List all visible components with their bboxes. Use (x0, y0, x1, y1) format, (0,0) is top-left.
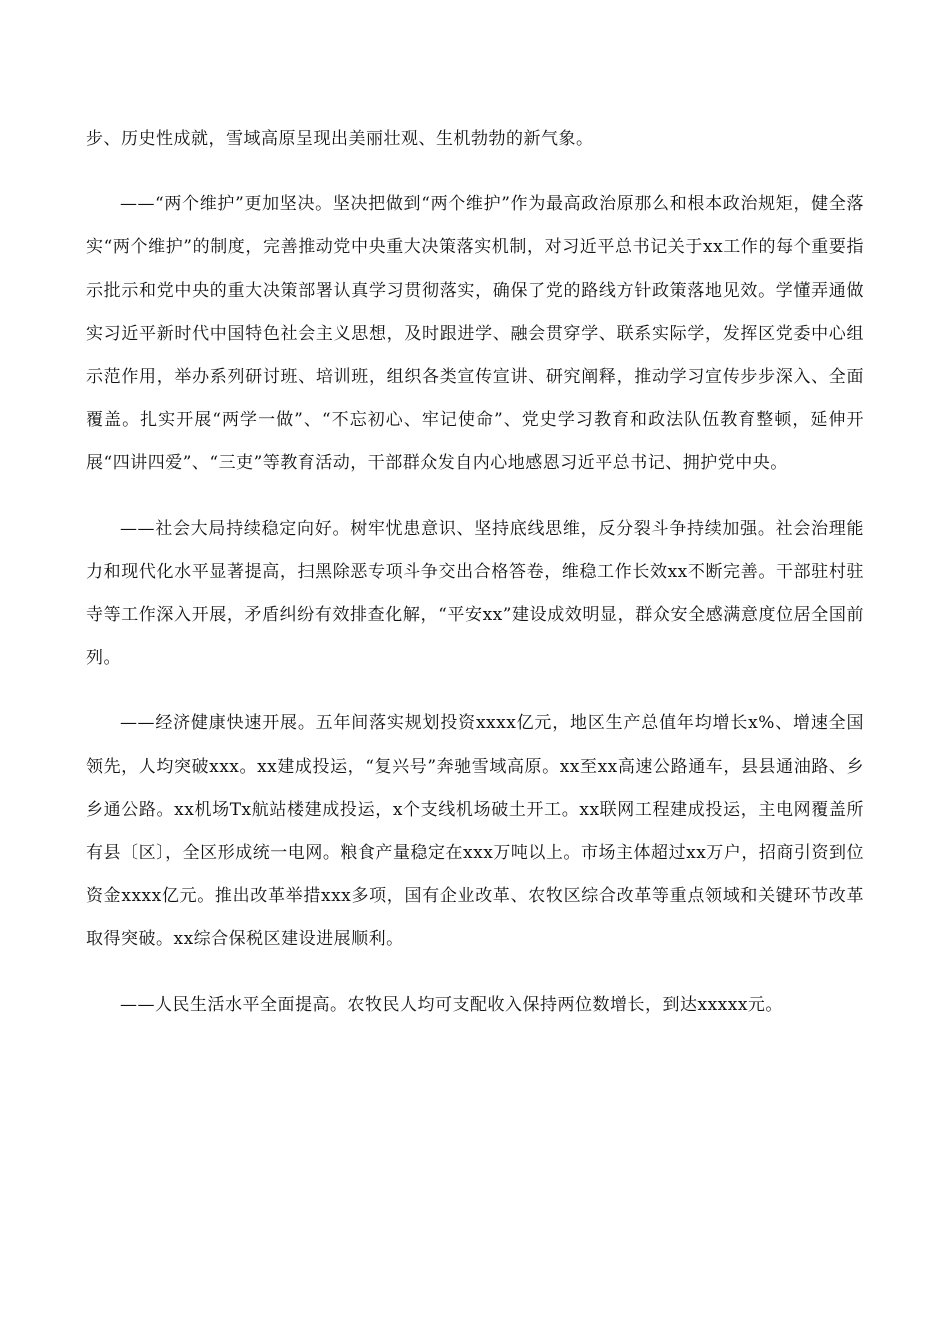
paragraph-living-standards: ——人民生活水平全面提高。农牧民人均可支配收入保持两位数增长，到达xxxxx元。 (120, 994, 783, 1015)
paragraph-achievements-continued: 步、历史性成就，雪域高原呈现出美丽壮观、生机勃勃的新气象。 (86, 129, 594, 149)
paragraph-two-safeguards: ——“两个维护”更加坚决。坚决把做到“两个维护”作为最高政治原那么和根本政治规矩，健全落实“两个维护”的制度，完善推动党中央重大决策落实机制，对习近平总书记关于xx工作的每个重要指示批示和党中央的重大决策部署认真学习贯彻落实，确保了党的路线方针政策落地见效。学懂弄通做实习近平新时代中国特色社会主义思想，及时跟进学、融会贯穿学、联系实际学，发挥区党委中心组示范作用，举办系列研讨班、培训班，组织各类宣传宣讲、研究阐释，推动学习宣传步步深入、全面覆盖。扎实开展“两学一做”、“不忘初心、牢记使命”、党史学习教育和政法队伍教育整顿，延伸开展“四讲四爱”、“三吏”等教育活动，干部群众发自内心地感恩习近平总书记、拥护党中央。 (86, 194, 864, 474)
paragraph-economic-development: ——经济健康快速开展。五年间落实规划投资xxxx亿元，地区生产总值年均增长x%、增速全国领先，人均突破xxx。xx建成投运，“复兴号”奔驰雪域高原。xx至xx高速公路通车，县县通油路、乡乡通公路。xx机场Tx航站楼建成投运，x个支线机场破土开工。xx联网工程建成投运，主电网覆盖所有县〔区〕，全区形成统一电网。粮食产量稳定在xxx万吨以上。市场主体超过xx万户，招商引资到位资金xxxx亿元。推出改革举措xxx多项，国有企业改革、农牧区综合改革等重点领域和关键环节改革取得突破。xx综合保税区建设进展顺利。 (86, 713, 864, 950)
paragraph-social-stability: ——社会大局持续稳定向好。树牢忧患意识、坚持底线思维，反分裂斗争持续加强。社会治理能力和现代化水平显著提高，扫黑除恶专项斗争交出合格答卷，维稳工作长效xx不断完善。干部驻村驻寺等工作深入开展，矛盾纠纷有效排查化解，“平安xx”建设成效明显，群众安全感满意度位居全国前列。 (86, 518, 864, 669)
document-page (86, 118, 864, 1049)
